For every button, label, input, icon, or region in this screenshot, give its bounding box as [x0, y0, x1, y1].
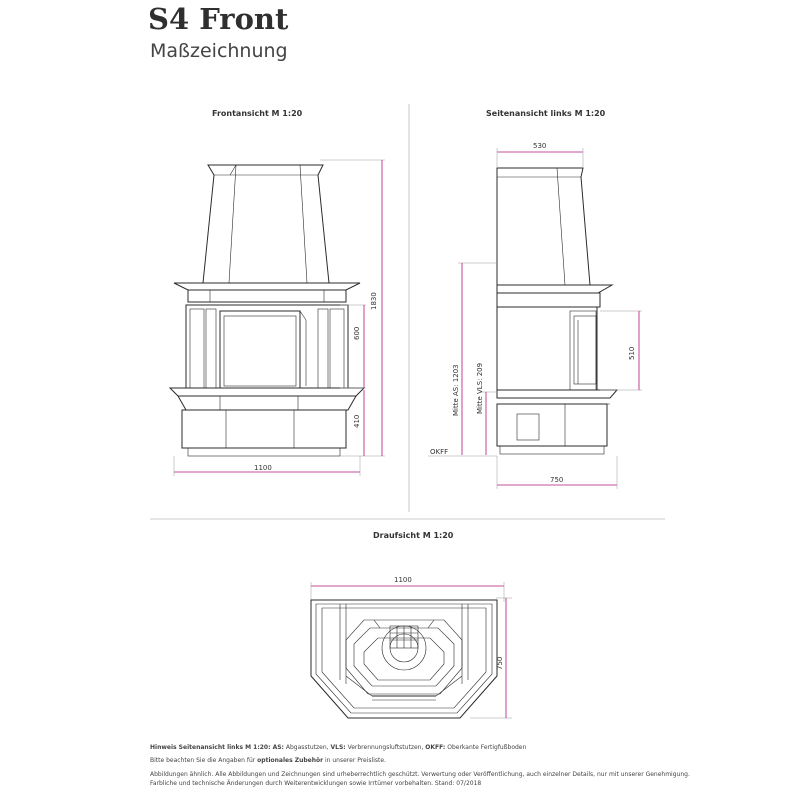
page-subtitle: Maßzeichnung	[150, 40, 288, 62]
side-top-width-label: 530	[533, 142, 547, 150]
side-view-label: Seitenansicht links M 1:20	[486, 109, 606, 118]
front-view-drawing	[170, 160, 385, 476]
top-view-drawing	[311, 576, 512, 718]
top-width-label: 1100	[394, 576, 412, 584]
footer-legal-2: Farbliche und technische Änderungen durch Weiterentwicklungen sowie Irrtümer vorbehalten. Stand: 07/2018	[150, 780, 482, 787]
front-width-label: 1100	[254, 464, 272, 472]
front-height-base-label: 410	[353, 414, 361, 428]
side-mitte-as-label: Mitte AS: 1203	[452, 364, 460, 416]
page-title: S4 Front	[148, 2, 289, 36]
side-view-drawing	[428, 142, 642, 489]
front-height-total-label: 1830	[370, 292, 378, 310]
side-door-height-label: 510	[628, 346, 636, 360]
footer-note: Hinweis Seitenansicht links M 1:20: AS: Abgasstutzen, VLS: Verbrennungsluftstutzen, OKFF: Oberkante Fertigfußboden	[150, 744, 527, 751]
okff-label: OKFF	[430, 448, 449, 456]
top-view-label: Draufsicht M 1:20	[373, 531, 454, 540]
side-depth-label: 750	[550, 476, 564, 484]
front-view-label: Frontansicht M 1:20	[212, 109, 303, 118]
side-mitte-vls-label: Mitte VLS: 209	[476, 362, 484, 414]
top-depth-label: 750	[496, 656, 504, 670]
front-height-firebox-label: 600	[353, 326, 361, 340]
footer-accessory-note: Bitte beachten Sie die Angaben für optionales Zubehör in unserer Preisliste.	[150, 757, 386, 764]
footer-legal-1: Abbildungen ähnlich. Alle Abbildungen und Zeichnungen sind urheberrechtlich geschützt. Verwertung oder Veröffentlichung, auch einzelner Details, nur mit unserer Genehmigung.	[150, 771, 690, 778]
